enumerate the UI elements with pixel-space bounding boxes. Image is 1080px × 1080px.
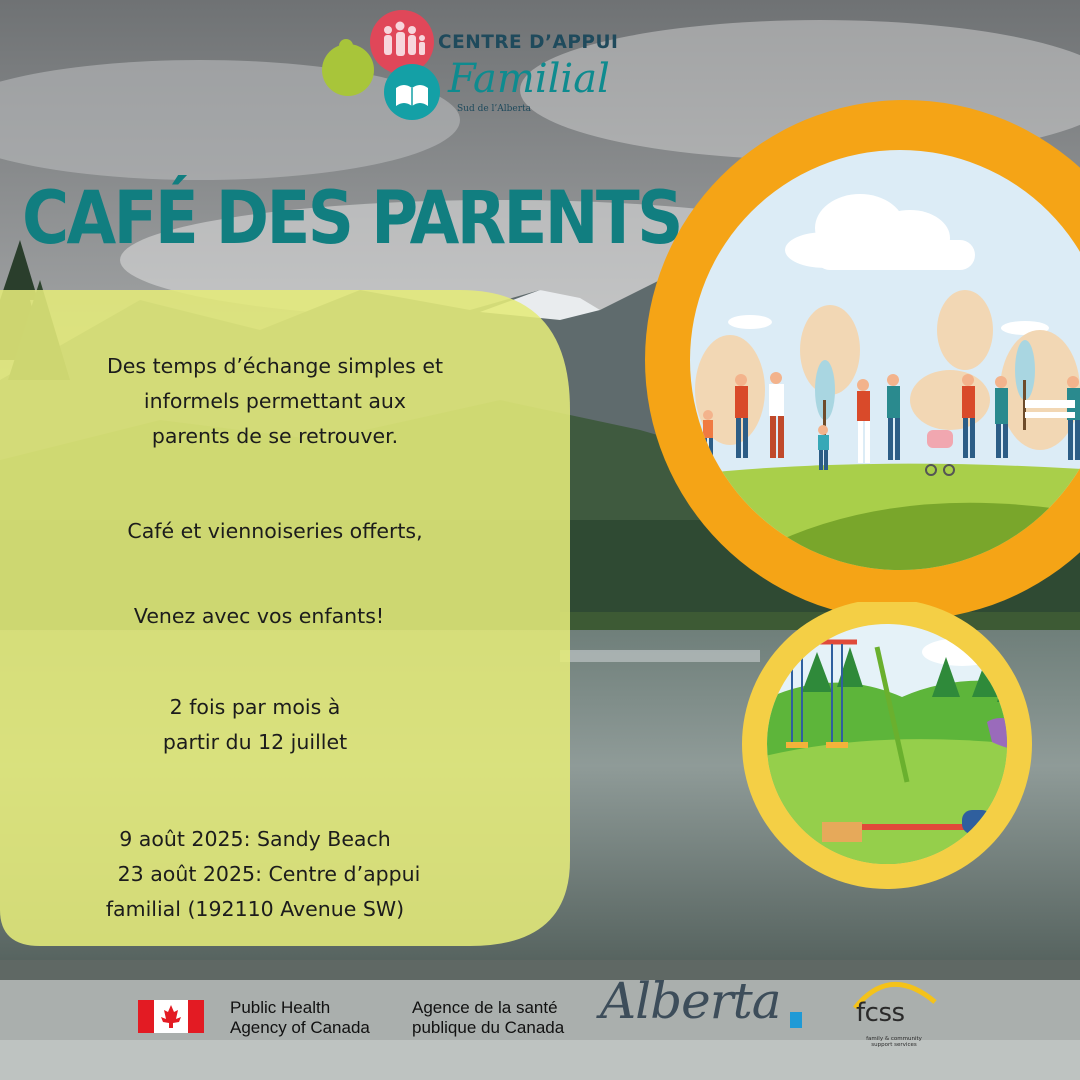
intro-line: Des temps d’échange simples et <box>106 354 444 378</box>
phac-line: Agency of Canada <box>230 1018 370 1037</box>
dates-paragraph <box>0 822 530 927</box>
frequency-line: partir du 12 juillet <box>162 730 348 754</box>
invite-text: Venez avec vos enfants! <box>133 604 385 628</box>
frequency-line: 2 fois par mois à <box>169 695 341 719</box>
public-health-agency-text <box>230 998 370 1038</box>
frequency-paragraph <box>0 690 530 760</box>
intro-paragraph <box>0 349 550 454</box>
family-puzzle-icon <box>320 8 440 120</box>
logo-subtitle: Sud de l’Alberta <box>457 104 532 114</box>
page-title: CAFÉ DES PARENTS <box>22 176 681 261</box>
fcss-sub-line: support services <box>871 1042 917 1048</box>
logo-title: CENTRE D’APPUI <box>438 32 619 53</box>
canada-flag-icon <box>138 1000 204 1033</box>
family-walk-illustration <box>645 100 1080 620</box>
alberta-mark-icon <box>790 1012 802 1028</box>
phac-line: Public Health <box>230 998 331 1017</box>
logo-script-text: Familial <box>448 56 610 102</box>
date-line: familial (192110 Avenue SW) <box>105 897 405 921</box>
intro-line: parents de se retrouver. <box>151 424 399 448</box>
centre-dappui-logo <box>320 8 620 120</box>
date-line: 23 août 2025: Centre d’appui <box>117 862 421 886</box>
aspc-line: Agence de la santé <box>412 998 558 1017</box>
alberta-logo-icon: Alberta <box>600 972 781 1030</box>
date-line: 9 août 2025: Sandy Beach <box>119 827 391 851</box>
agence-sante-text <box>412 998 564 1038</box>
offer-text: Café et viennoiseries offerts, <box>127 519 423 543</box>
fcss-sub-line: family & community <box>866 1036 922 1042</box>
fcss-subtitle <box>854 1036 934 1048</box>
fcss-logo-icon: fcss <box>856 998 905 1028</box>
playground-illustration <box>742 602 1080 892</box>
aspc-line: publique du Canada <box>412 1018 565 1037</box>
intro-line: informels permettant aux <box>143 389 407 413</box>
